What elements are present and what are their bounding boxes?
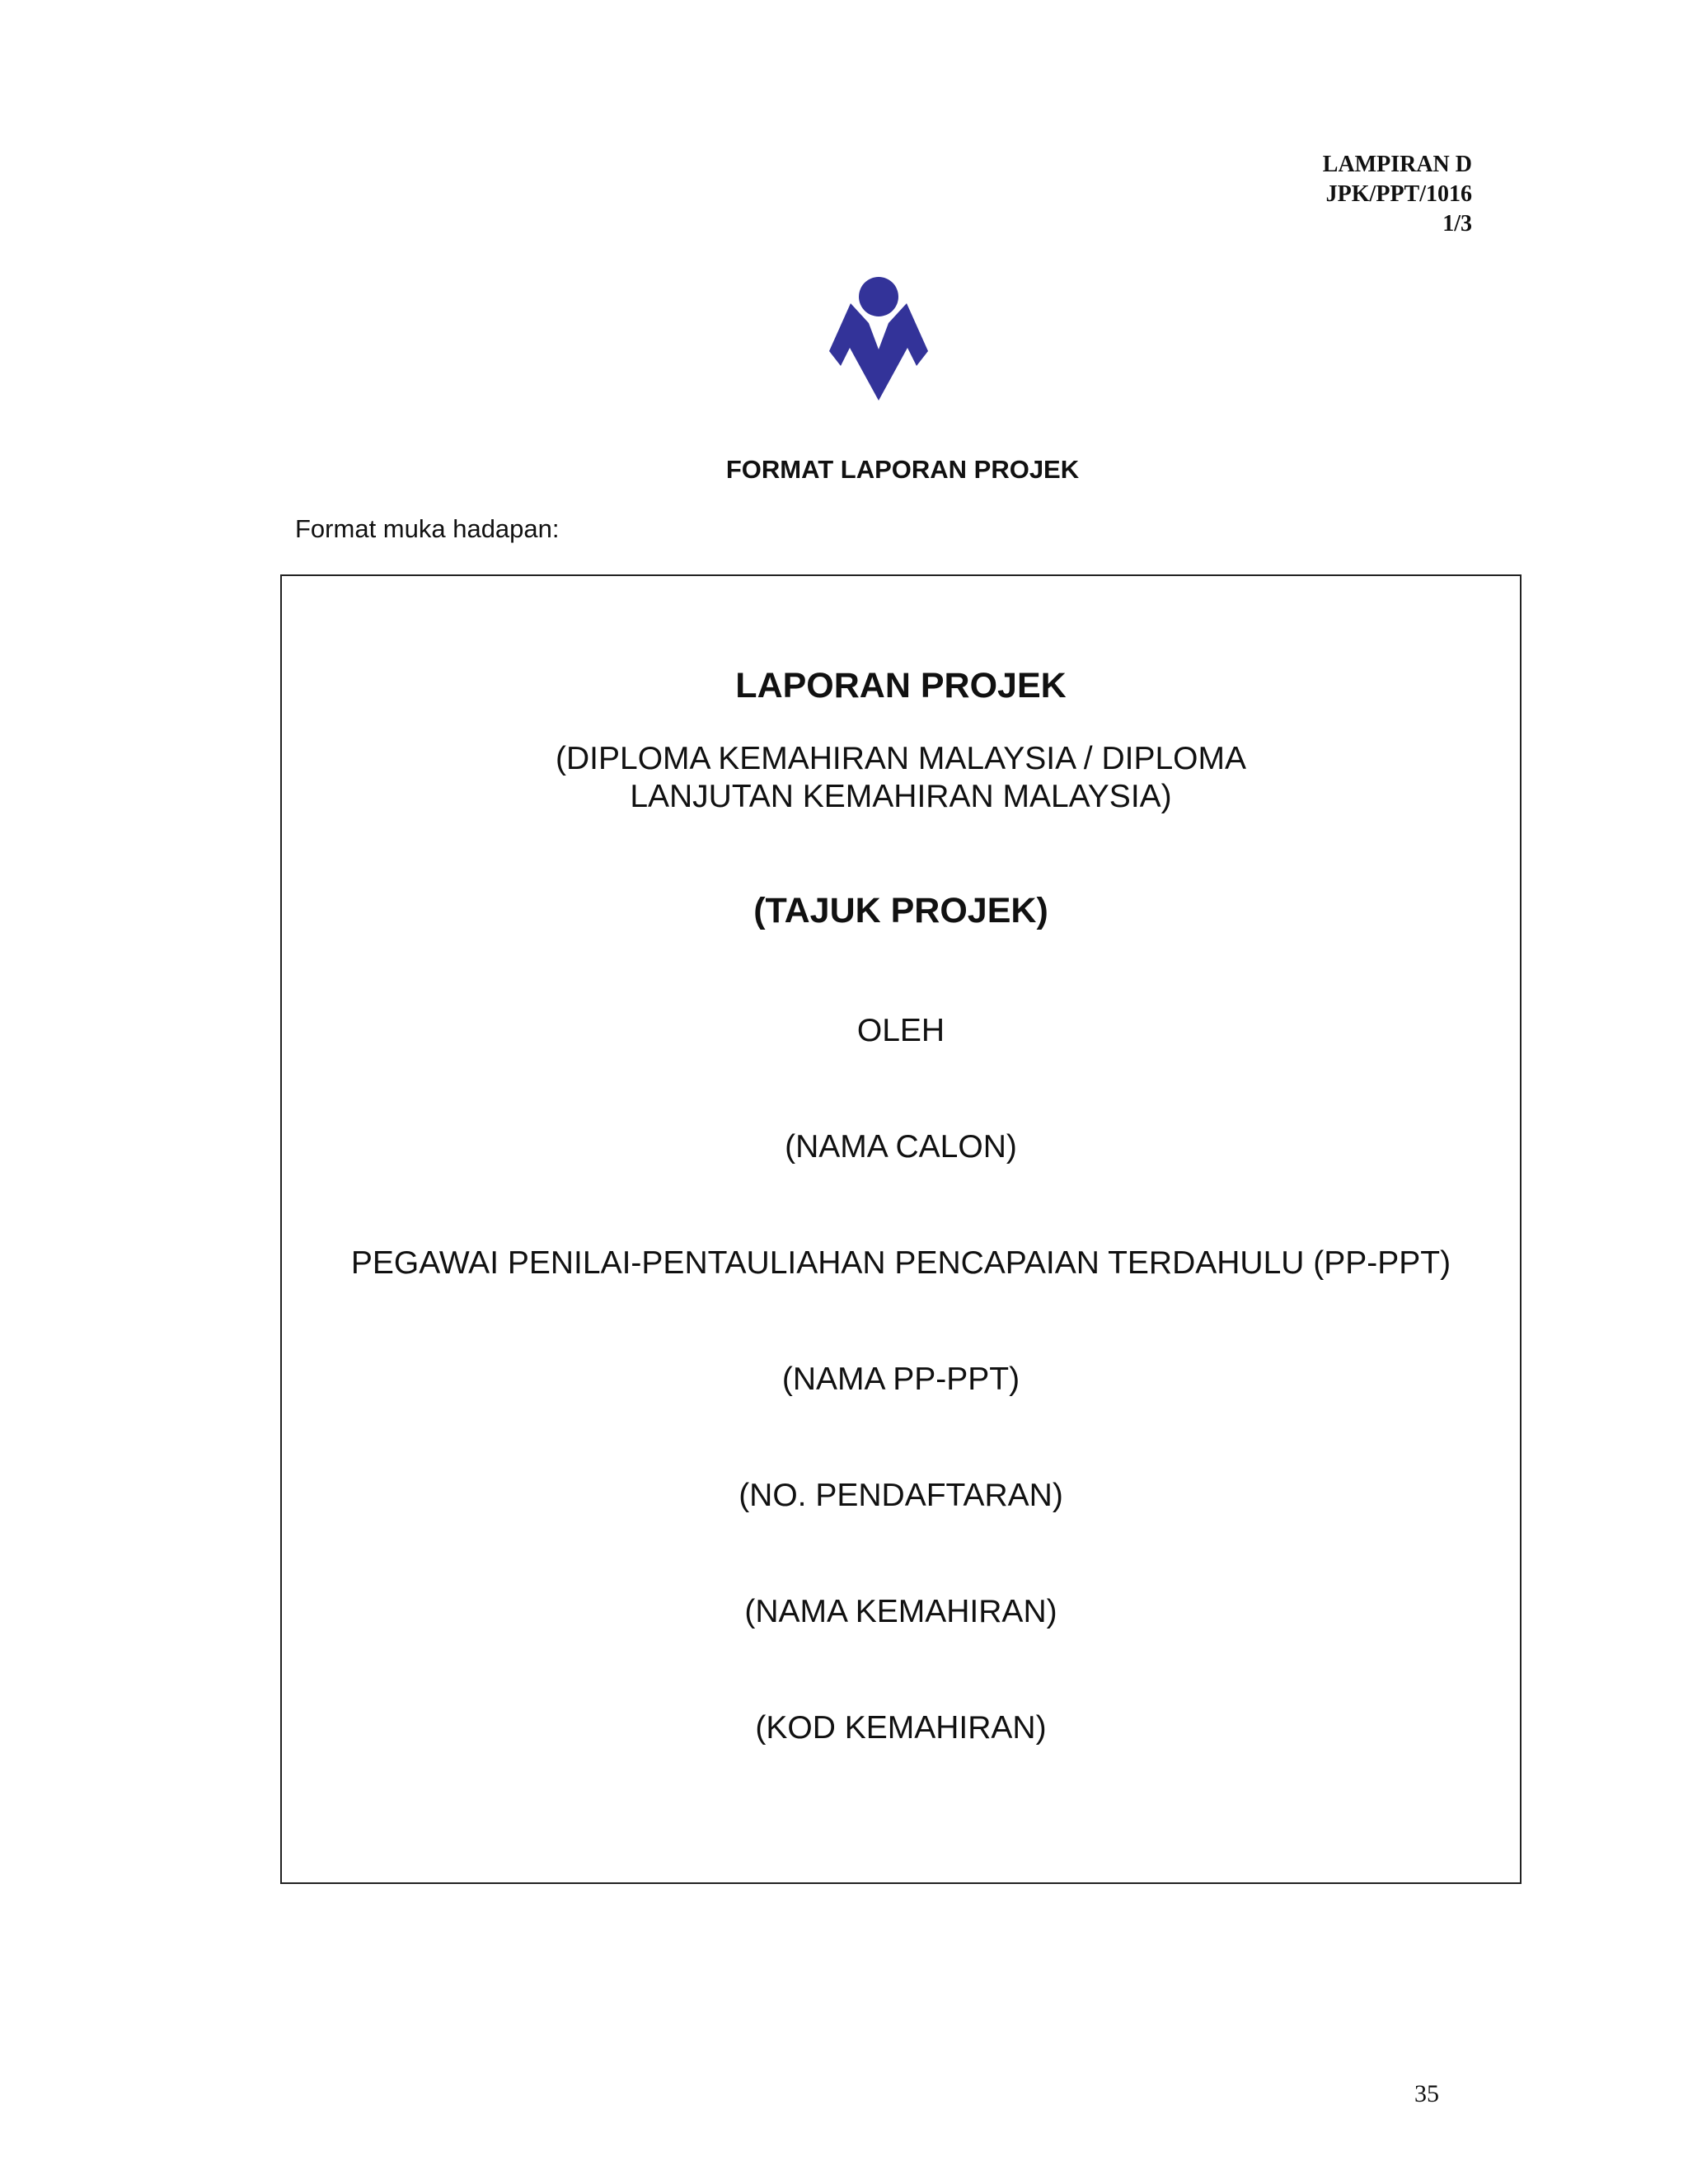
officer-role: PEGAWAI PENILAI-PENTAULIAHAN PENCAPAIAN TERDAHULU (PP-PPT) (350, 1245, 1451, 1281)
jpk-logo-icon (829, 275, 928, 401)
cover-title: LAPORAN PROJEK (735, 666, 1067, 705)
cover-subtitle-line2: LANJUTAN KEMAHIRAN MALAYSIA) (630, 779, 1172, 814)
cover-page-box (280, 574, 1522, 1884)
appendix-label: LAMPIRAN D (1322, 152, 1472, 177)
registration-number-placeholder: (NO. PENDAFTARAN) (738, 1478, 1063, 1513)
document-heading: FORMAT LAPORAN PROJEK (725, 455, 1080, 484)
reference-block (1323, 150, 1472, 239)
sheet-number: 1/3 (1442, 211, 1472, 237)
project-title-placeholder: (TAJUK PROJEK) (753, 891, 1048, 930)
officer-name-placeholder: (NAMA PP-PPT) (781, 1361, 1020, 1397)
skill-code-placeholder: (KOD KEMAHIRAN) (755, 1710, 1047, 1746)
candidate-name-placeholder: (NAMA CALON) (785, 1129, 1017, 1165)
page-number: 35 (1414, 2080, 1439, 2107)
skill-name-placeholder: (NAMA KEMAHIRAN) (744, 1594, 1057, 1629)
reference-code: JPK/PPT/1016 (1325, 181, 1472, 207)
cover-subtitle-line1: (DIPLOMA KEMAHIRAN MALAYSIA / DIPLOMA (556, 741, 1246, 776)
by-label: OLEH (856, 1013, 945, 1048)
front-page-label: Format muka hadapan: (295, 514, 560, 543)
